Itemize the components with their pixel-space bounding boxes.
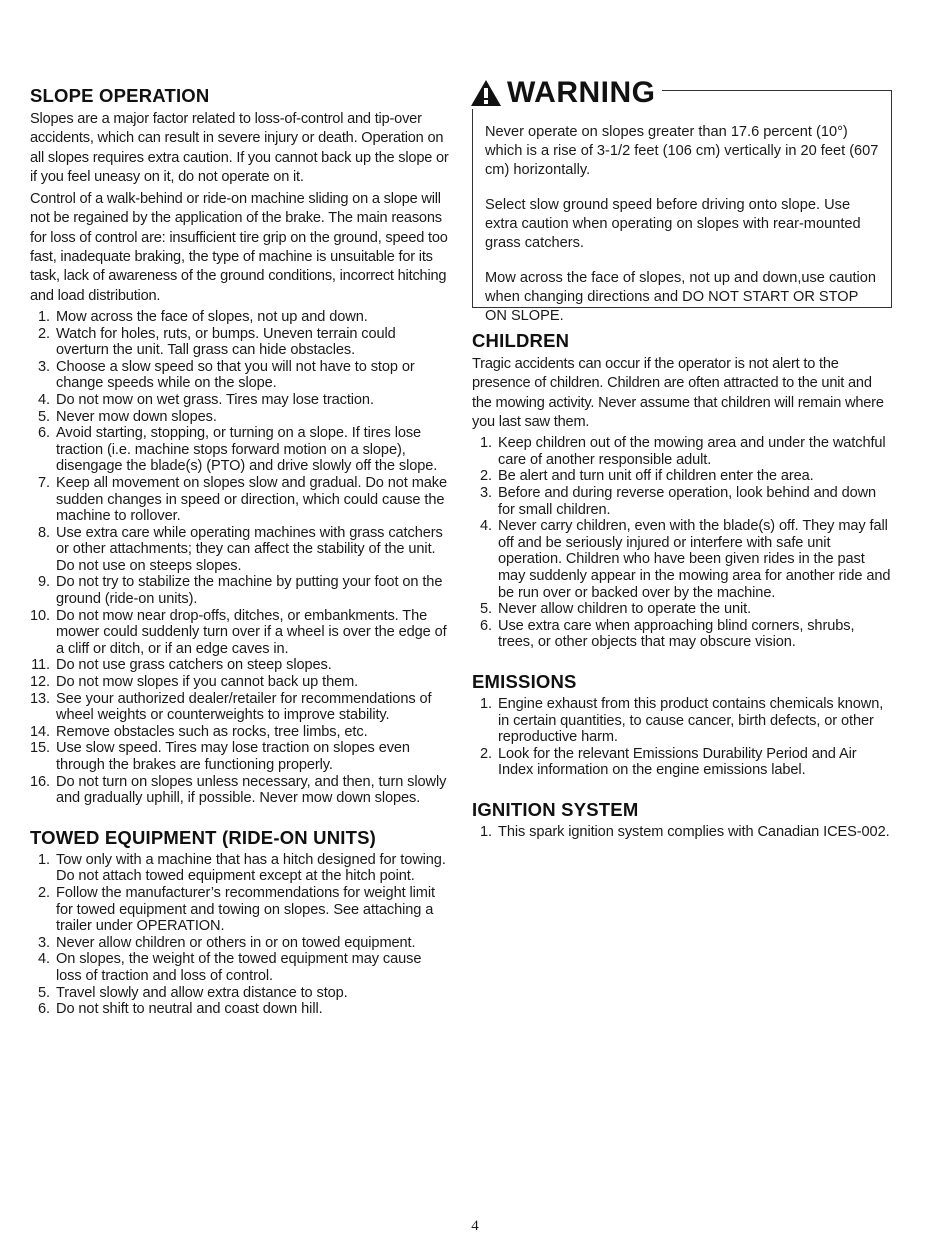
warning-triangle-icon <box>469 78 503 108</box>
towed-equipment-section <box>30 827 450 1018</box>
list-item-number: 10. <box>30 607 50 624</box>
list-item-text: Keep children out of the mowing area and under the watchful care of another responsible adult. <box>498 435 886 468</box>
list-item <box>30 574 450 607</box>
list-item-text: Choose a slow speed so that you will not have to stop or change speeds while on the slope. <box>56 358 415 392</box>
warning-title: WARNING <box>507 76 656 109</box>
left-column <box>30 85 450 1038</box>
list-item-text: Never allow children to operate the unit. <box>498 601 752 618</box>
list-item-text: Do not try to stabilize the machine by putting your foot on the ground (ride-on units). <box>56 574 443 608</box>
list-item-text: This spark ignition system complies with Canadian ICES-002. <box>498 823 890 840</box>
list-item-number: 1. <box>480 695 492 712</box>
list-item-text: See your authorized dealer/retailer for recommendations of wheel weights or counterweights to improve stability. <box>56 690 432 724</box>
list-item-number: 9. <box>38 574 50 591</box>
list-item <box>30 326 450 359</box>
list-item-text: Never allow children or others in or on towed equipment. <box>56 934 416 951</box>
list-item-text: Do not shift to neutral and coast down hill. <box>56 1001 323 1018</box>
slope-list <box>30 309 450 807</box>
list-item <box>472 435 892 468</box>
list-item-number: 1. <box>38 851 50 868</box>
warning-paragraph-3: Mow across the face of slopes, not up and down,use caution when changing directions and DO NOT START OR STOP ON SLOPE. <box>485 270 877 324</box>
list-item <box>472 601 892 618</box>
list-item-number: 5. <box>38 408 50 425</box>
list-item <box>30 409 450 426</box>
list-item-number: 5. <box>480 601 492 618</box>
list-item-number: 3. <box>38 934 50 951</box>
list-item-number: 2. <box>38 325 50 342</box>
list-item <box>472 485 892 518</box>
list-item <box>30 359 450 392</box>
list-item <box>472 696 892 746</box>
list-item-text: Use extra care while operating machines with grass catchers or other attachments; they can affect the stability of the unit. Do not use on steeps slopes. <box>56 524 443 574</box>
list-item-number: 1. <box>38 308 50 325</box>
list-item-number: 1. <box>480 435 492 452</box>
list-item-number: 11. <box>31 657 50 674</box>
list-item-number: 3. <box>480 484 492 501</box>
list-item-number: 4. <box>38 391 50 408</box>
list-item-number: 8. <box>38 524 50 541</box>
slope-control-paragraph: Control of a walk-behind or ride-on machine sliding on a slope will not be regained by the application of the brake. The main reasons for loss of control are: insufficient tire grip on the ground, speed too fast, inadequate braking, the type of machine is unsuitable for its task, lack of awareness of the ground conditions, incorrect hitching and load distribution. <box>30 191 448 304</box>
list-item <box>30 608 450 658</box>
list-item <box>30 657 450 674</box>
list-item-text: Remove obstacles such as rocks, tree limbs, etc. <box>56 723 368 740</box>
list-item <box>30 951 450 984</box>
ignition-system-section <box>472 799 892 841</box>
ignition-system-heading: IGNITION SYSTEM <box>472 798 639 820</box>
emissions-section <box>472 671 892 779</box>
list-item-number: 2. <box>480 745 492 762</box>
list-item <box>30 309 450 326</box>
slope-intro-paragraph: Slopes are a major factor related to loss-of-control and tip-over accidents, which can result in severe injury or death. Operation on all slopes requires extra caution. If you cannot back up the slope or if you feel uneasy on it, do not operate on it. <box>30 111 449 185</box>
list-item-number: 1. <box>480 823 492 840</box>
list-item-text: Never carry children, even with the blade(s) off. They may fall off and be seriously injured or interfere with safe unit operation. Children who have been given rides in the past may suddenly appear in the mowing area for another ride and be run over or backed over by the machine. <box>498 518 891 601</box>
warning-paragraph-2: Select slow ground speed before driving onto slope. Use extra caution when operating on slopes with rear-mounted grass catchers. <box>485 197 861 251</box>
list-item-text: Be alert and turn unit off if children enter the area. <box>498 468 814 485</box>
ignition-list <box>472 824 892 841</box>
list-item-number: 5. <box>38 984 50 1001</box>
list-item-number: 3. <box>38 358 50 375</box>
list-item-text: Do not mow slopes if you cannot back up them. <box>56 674 359 691</box>
list-item-text: Do not mow near drop-offs, ditches, or embankments. The mower could suddenly turn over if a wheel is over the edge of a cliff or ditch, or if an edge caves in. <box>56 607 447 657</box>
slope-operation-heading: SLOPE OPERATION <box>30 85 210 106</box>
slope-operation-section <box>30 85 450 807</box>
list-item <box>472 468 892 485</box>
list-item-number: 6. <box>480 617 492 634</box>
list-item <box>30 475 450 525</box>
list-item-number: 7. <box>38 474 50 491</box>
list-item-number: 16. <box>30 773 50 790</box>
warning-paragraph-1: Never operate on slopes greater than 17.6 percent (10°) which is a rise of 3-1/2 feet (106 cm) vertically in 20 feet (607 cm) horizontally. <box>485 124 879 178</box>
list-item <box>30 425 450 475</box>
list-item-text: Keep all movement on slopes slow and gradual. Do not make sudden changes in speed or direction, which could cause the machine to rollover. <box>56 474 447 525</box>
list-item-text: Avoid starting, stopping, or turning on a slope. If tires lose traction (i.e. machine stops forward motion on a slope), disengage the blade(s) (PTO) and drive slowly off the slope. <box>56 425 438 475</box>
warning-header <box>469 77 662 109</box>
page-number: 4 <box>471 1218 479 1234</box>
children-paragraph: Tragic accidents can occur if the operator is not alert to the presence of children. Children are often attracted to the unit and the mowing activity. Never assume that children will remain where you last saw them. <box>472 356 884 430</box>
list-item-text: Travel slowly and allow extra distance to stop. <box>56 984 348 1001</box>
list-item-number: 14. <box>30 723 50 740</box>
list-item-text: Look for the relevant Emissions Durability Period and Air Index information on the engine emissions label. <box>498 745 857 779</box>
list-item <box>30 885 450 935</box>
list-item-text: Tow only with a machine that has a hitch designed for towing. Do not attach towed equipment except at the hitch point. <box>56 851 446 885</box>
list-item-number: 13. <box>30 690 50 707</box>
list-item <box>30 985 450 1002</box>
list-item-number: 4. <box>38 951 50 968</box>
list-item-text: On slopes, the weight of the towed equipment may cause loss of traction and loss of control. <box>56 951 422 984</box>
list-item <box>472 518 892 601</box>
list-item <box>30 525 450 575</box>
list-item-number: 12. <box>30 674 50 691</box>
towed-list <box>30 852 450 1018</box>
list-item-number: 2. <box>480 468 492 485</box>
list-item <box>30 774 450 807</box>
list-item-text: Before and during reverse operation, look behind and down for small children. <box>498 484 877 518</box>
children-section <box>472 330 892 651</box>
list-item <box>30 724 450 741</box>
list-item <box>30 935 450 952</box>
children-list <box>472 435 892 651</box>
list-item <box>30 1001 450 1018</box>
towed-equipment-heading: TOWED EQUIPMENT (RIDE-ON UNITS) <box>30 826 377 848</box>
list-item <box>30 852 450 885</box>
list-item-text: Use slow speed. Tires may lose traction on slopes even through the brakes are functioning properly. <box>56 740 410 773</box>
right-column <box>472 76 892 860</box>
list-item-text: Do not use grass catchers on steep slopes. <box>56 657 332 674</box>
emissions-list <box>472 696 892 779</box>
list-item-text: Follow the manufacturer’s recommendations for weight limit for towed equipment and towing on slopes. See attaching a trailer under OPERATION. <box>56 884 435 935</box>
list-item <box>472 618 892 651</box>
list-item-number: 6. <box>38 1001 50 1018</box>
list-item <box>30 691 450 724</box>
list-item <box>30 392 450 409</box>
list-item-text: Mow across the face of slopes, not up and down. <box>56 308 368 325</box>
list-item-number: 15. <box>30 740 50 757</box>
list-item-number: 4. <box>480 518 492 535</box>
list-item-text: Do not mow on wet grass. Tires may lose traction. <box>56 391 374 408</box>
list-item <box>30 740 450 773</box>
list-item-text: Watch for holes, ruts, or bumps. Uneven terrain could overturn the unit. Tall grass can hide obstacles. <box>56 325 396 359</box>
list-item <box>30 674 450 691</box>
list-item-text: Do not turn on slopes unless necessary, and then, turn slowly and gradually uphill, if possible. Never mow down slopes. <box>56 773 447 807</box>
list-item-text: Never mow down slopes. <box>56 408 217 425</box>
list-item-text: Engine exhaust from this product contains chemicals known, in certain quantities, to cause cancer, birth defects, or other reproductive harm. <box>498 695 884 746</box>
list-item <box>472 746 892 779</box>
list-item-number: 2. <box>38 884 50 901</box>
list-item <box>472 824 892 841</box>
list-item-text: Use extra care when approaching blind corners, shrubs, trees, or other objects that may obscure vision. <box>498 617 855 651</box>
list-item-number: 6. <box>38 425 50 442</box>
warning-box <box>472 76 892 324</box>
emissions-heading: EMISSIONS <box>472 670 577 692</box>
children-heading: CHILDREN <box>472 330 570 351</box>
